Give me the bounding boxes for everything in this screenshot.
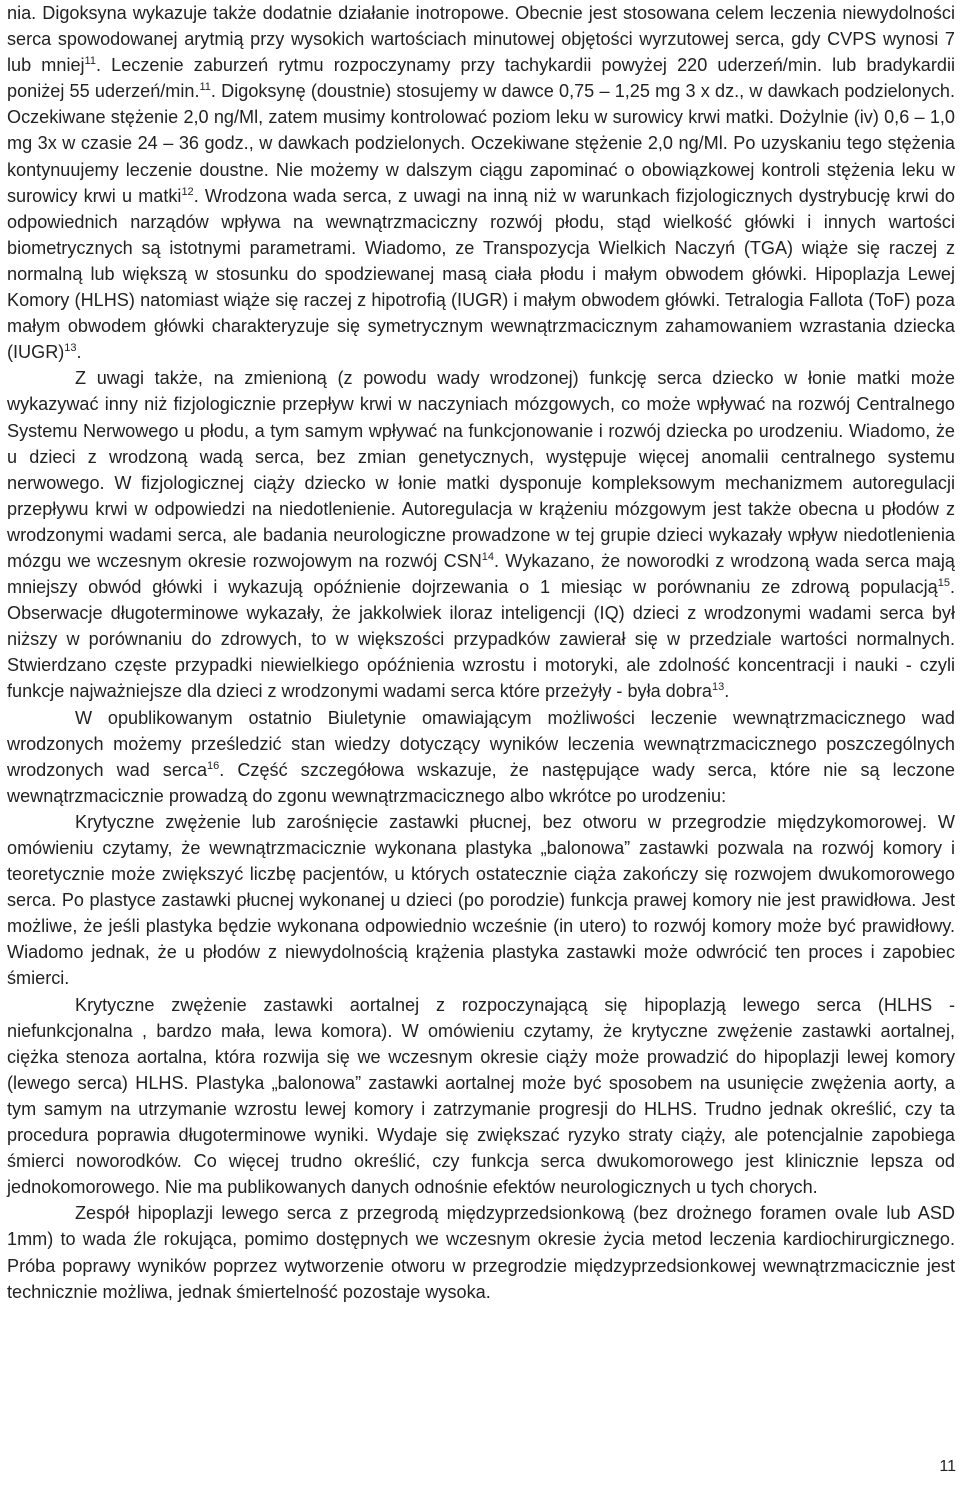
paragraph	[7, 365, 955, 704]
footnote-reference: 15	[937, 577, 950, 590]
paragraph-text: . Część szczegółowa wskazuje, że następujące wady serca, które nie są leczone wewnątrzmacicznie prowadzą do zgonu wewnątrzmacicznego albo wkrótce po urodzeniu:	[7, 759, 955, 806]
paragraph-text: Krytyczne zwężenie zastawki aortalnej z rozpoczynającą się hipoplazją lewego serca (HLHS - niefunkcjonalna , bardzo mała, lewa komora). W omówieniu czytamy, że krytyczne zwężenie zastawki aortalnej, ciężka stenoza aortalna, która rozwija się we wczesnym okresie ciąży może prowadzić do hipoplazji lewej komory (lewego serca) HLHS. Plastyka „balonowa” zastawki aortalnej może być sposobem na usunięcie zwężenia aorty, a tym samym na utrzymanie wzrostu lewej komory i zatrzymanie progresji do HLHS. Trudno jednak określić, czy ta procedura poprawia długoterminowe wyniki. Wydaje się zwiększać ryzyko straty ciąży, ale potencjalnie zapobiega śmierci noworodków. Co więcej trudno określić, czy funkcja serca dwukomorowego jest klinicznie lepsza od jednokomorowego. Nie ma publikowanych danych odnośnie efektów neurologicznych u tych chorych.	[7, 994, 955, 1198]
footnote-reference: 11	[199, 81, 211, 94]
footnote-reference: 16	[207, 759, 220, 772]
footnote-reference: 14	[481, 550, 495, 563]
page-number: 11	[939, 1458, 956, 1475]
footnote-reference: 12	[181, 185, 194, 198]
paragraph	[7, 705, 955, 809]
paragraph-text: . Wykazano, że noworodki z wrodzoną wada serca mają mniejszy obwód główki i wykazują opóźnienie dojrzewania o 1 miesiąc w porównaniu ze zdrową populacją	[7, 550, 955, 598]
paragraph	[7, 0, 955, 365]
paragraph-text: .	[724, 681, 730, 702]
paragraph	[7, 1200, 955, 1304]
footnote-reference: 13	[64, 342, 77, 355]
paragraph-text: Krytyczne zwężenie lub zarośnięcie zastawki płucnej, bez otworu w przegrodzie międzykomorowej. W omówieniu czytamy, że wewnątrzmacicznie wykonana plastyka „balonowa” zastawki pozwala na rozwój komory i teoretycznie może zwiększyć liczbę pacjentów, u których ostatecznie ciąża zakończy się rozwojem dwukomorowego serca. Po plastyce zastawki płucnej wykonanej u dzieci (po porodzie) funkcja prawej komory nie jest prawidłowa. Jest możliwe, że jeśli plastyka będzie wykonana odpowiednio wcześnie (in utero) to rozwój komory może być prawidłowy. Wiadomo jednak, że u płodów z niewydolnością krążenia plastyka zastawki może odwrócić ten proces i zapobiec śmierci.	[7, 811, 955, 989]
paragraph-text: Zespół hipoplazji lewego serca z przegrodą międzyprzedsionkową (bez drożnego foramen ovale lub ASD 1mm) to wada źle rokująca, pomimo dostępnych we wczesnym okresie życia metod leczenia kardiochirurgicznego. Próba poprawy wyników poprzez wytworzenie otworu w przegrodzie międzyprzedsionkowej wewnątrzmacicznie jest technicznie możliwa, jednak śmiertelność pozostaje wysoka.	[7, 1203, 955, 1302]
paragraph-text: nia. Digoksyna wykazuje także dodatnie działanie inotropowe. Obecnie jest stosowana celem leczenia niewydolności serca spowodowanej arytmią przy wysokich wartościach minutowej objętości wyrzutowej serca, gdy CVPS wynosi 7 lub mniej	[7, 3, 955, 76]
paragraph-text: .	[76, 342, 82, 363]
article-body	[7, 0, 955, 1305]
paragraph-text: W opublikowanym ostatnio Biuletynie omawiającym możliwości leczenie wewnątrzmacicznego wad wrodzonych możemy prześledzić stan wiedzy dotyczący wyników leczenia wewnątrzmacicznego poszczególnych wrodzonych wad serca	[7, 707, 955, 780]
paragraph	[7, 992, 955, 1201]
paragraph-text: . Wrodzona wada serca, z uwagi na inną niż w warunkach fizjologicznych dystrybucję krwi do odpowiednich narządów wpływa na wewnątrzmaciczny rozwój płodu, stąd wielkość główki i innych wartości biometrycznych są istotnymi parametrami. Wiadomo, ze Transpozycja Wielkich Naczyń (TGA) wiąże się raczej z normalną lub większą w stosunku do spodziewanej masą ciała płodu i małym obwodem główki. Hipoplazja Lewej Komory (HLHS) natomiast wiąże się raczej z hipotrofią (IUGR) i małym obwodem główki. Tetralogia Fallota (ToF) poza małym obwodem główki charakteryzuje się symetrycznym wewnątrzmacicznym zahamowaniem wzrastania dziecka (IUGR)	[7, 185, 955, 363]
paragraph-text: . Leczenie zaburzeń rytmu rozpoczynamy przy tachykardii powyżej 220 uderzeń/min. lub bradykardii poniżej 55 uderzeń/min.	[7, 55, 955, 102]
paragraph-text: . Obserwacje długoterminowe wykazały, że jakkolwiek iloraz inteligencji (IQ) dzieci z wrodzonymi wadami serca był niższy w porównaniu do zdrowych, to w większości przypadków zawierał się w przedziale wartości normalnych. Stwierdzano częste przypadki niewielkiego opóźnienia wzrostu i motoryki, ale zdolność koncentracji i nauki - czyli funkcje najważniejsze dla dzieci z wrodzonymi wadami serca które przeżyły - była dobra	[7, 577, 955, 702]
footnote-reference: 11	[84, 55, 96, 68]
page-content	[7, 0, 955, 1305]
paragraph-text: . Digoksynę (doustnie) stosujemy w dawce 0,75 – 1,25 mg 3 x dz., w dawkach podzielonych. Oczekiwane stężenie 2,0 ng/Ml, zatem musimy kontrolować poziom leku w surowicy krwi matki. Dożylnie (iv) 0,6 – 1,0 mg 3x w czasie 24 – 36 godz., w dawkach podzielonych. Oczekiwane stężenie 2,0 ng/Ml. Po uzyskaniu tego stężenia kontynuujemy leczenie doustne. Nie możemy w dalszym ciągu zapominać o obowiązkowej kontroli stężenia leku w surowicy krwi u matki	[7, 81, 955, 206]
paragraph-text: Z uwagi także, na zmienioną (z powodu wady wrodzonej) funkcję serca dziecko w łonie matki może wykazywać inny niż fizjologicznie przepływ krwi w naczyniach mózgowych, co może wpływać na rozwój Centralnego Systemu Nerwowego u płodu, a tym samym wpływać na funkcjonowanie i rozwój dziecka po urodzeniu. Wiadomo, że u dzieci z wrodzoną wadą serca, bez zmian genetycznych, występuje więcej anomalii centralnego systemu nerwowego. W fizjologicznej ciąży dziecko w łonie matki dysponuje kompleksowym mechanizmem autoregulacji przepływu krwi w odpowiedzi na niedotlenienie. Autoregulacja w krążeniu mózgowym jest także obecna u płodów z wrodzonymi wadami serca, ale badania neurologiczne prowadzone w tej grupie dzieci wykazały wpływ niedotlenienia mózgu we wczesnym okresie rozwojowym na rozwój CSN	[7, 368, 955, 571]
footnote-reference: 13	[711, 681, 725, 694]
paragraph	[7, 809, 955, 992]
